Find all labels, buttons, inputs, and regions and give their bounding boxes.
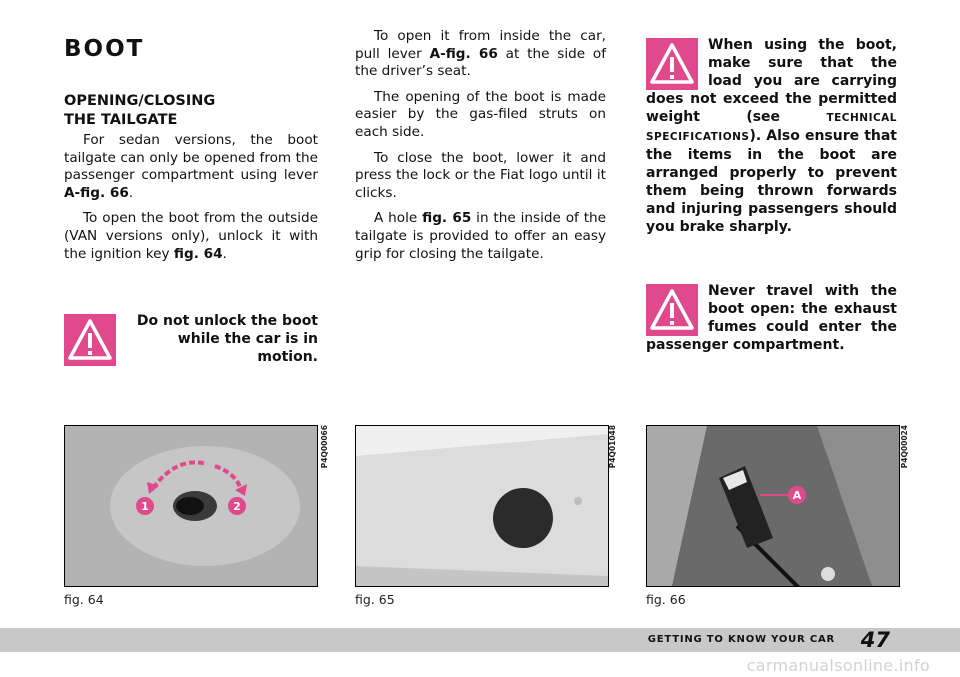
column-left bbox=[64, 28, 318, 271]
figure-66-release-lever-illustration bbox=[646, 425, 900, 587]
warning-triangle-icon bbox=[64, 314, 116, 366]
page-title: BOOT bbox=[64, 36, 145, 62]
paragraph-van: To open the boot from the outside (VAN versions only), unlock it with the ignition key fig. 64. bbox=[64, 210, 318, 262]
page-number: 47 bbox=[860, 628, 890, 652]
marker-2: 2 bbox=[233, 500, 241, 513]
warning-triangle-icon bbox=[646, 38, 698, 90]
figure-64-code: P4Q00066 bbox=[320, 425, 329, 469]
paragraph-close: To close the boot, lower it and press the lock or the Fiat logo until it clicks. bbox=[355, 149, 606, 201]
footer-section-title: GETTING TO KNOW YOUR CAR bbox=[647, 634, 835, 645]
ref-technical-specifications: TECHNICAL SPECIFICATIONS bbox=[646, 112, 897, 143]
watermark-text: carmanualsonline.info bbox=[746, 656, 930, 675]
figure-65-code: P4Q01048 bbox=[608, 425, 617, 469]
column-right bbox=[646, 28, 897, 236]
figure-65-tailgate-hole-illustration bbox=[355, 425, 609, 587]
marker-1: 1 bbox=[141, 500, 149, 513]
paragraph-hole: A hole fig. 65 in the inside of the tailgate is provided to offer an easy grip for closing the tailgate. bbox=[355, 210, 607, 262]
section-subtitle bbox=[64, 92, 318, 130]
footer-band bbox=[0, 628, 960, 652]
warning-box-load: When using the boot, make sure that the load you are carrying does not exceed the permitted weight (see TECHNICAL SPECIFICATIONS). Also ensure that the items in the boot are arranged properly to prevent them being thrown forwards and injuring passengers should you brake sharply. bbox=[646, 37, 897, 235]
figure-66-code: P4Q00024 bbox=[900, 425, 909, 469]
warning-text-exhaust: Never travel with the boot open: the exhaust fumes could enter the passenger compartment. bbox=[646, 283, 897, 353]
ref-fig-66: A-fig. 66 bbox=[429, 45, 498, 62]
figure-65-caption: fig. 65 bbox=[355, 592, 395, 607]
figure-64-caption: fig. 64 bbox=[64, 592, 104, 607]
figure-66-caption: fig. 66 bbox=[646, 592, 686, 607]
ref-fig-66: A-fig. 66 bbox=[64, 184, 129, 201]
warning-box-motion bbox=[64, 312, 318, 366]
paragraph-struts: The opening of the boot is made easier by the gas-filed struts on each side. bbox=[355, 88, 606, 140]
paragraph-inside-open: To open it from inside the car, pull lever A-fig. 66 at the side of the driver’s seat. bbox=[355, 28, 606, 80]
ref-fig-65: fig. 65 bbox=[422, 210, 472, 227]
warning-text-load: When using the boot, make sure that the load you are carrying does not exceed the permitted weight (see bbox=[646, 37, 897, 125]
column-middle bbox=[355, 28, 606, 271]
ref-fig-64: fig. 64 bbox=[173, 245, 223, 262]
warning-text-motion: Do not unlock the boot while the car is in motion. bbox=[136, 313, 318, 365]
warning-box-exhaust bbox=[646, 282, 897, 354]
figure-64-keyhole-illustration bbox=[64, 425, 318, 587]
marker-a: A bbox=[792, 489, 802, 502]
subtitle-line-2: THE TAILGATE bbox=[64, 112, 178, 128]
paragraph-sedan: For sedan versions, the boot tailgate can only be opened from the passenger compartment using lever A-fig. 66. bbox=[64, 132, 318, 201]
warning-triangle-icon bbox=[646, 284, 698, 336]
subtitle-line-1: OPENING/CLOSING bbox=[64, 93, 216, 109]
